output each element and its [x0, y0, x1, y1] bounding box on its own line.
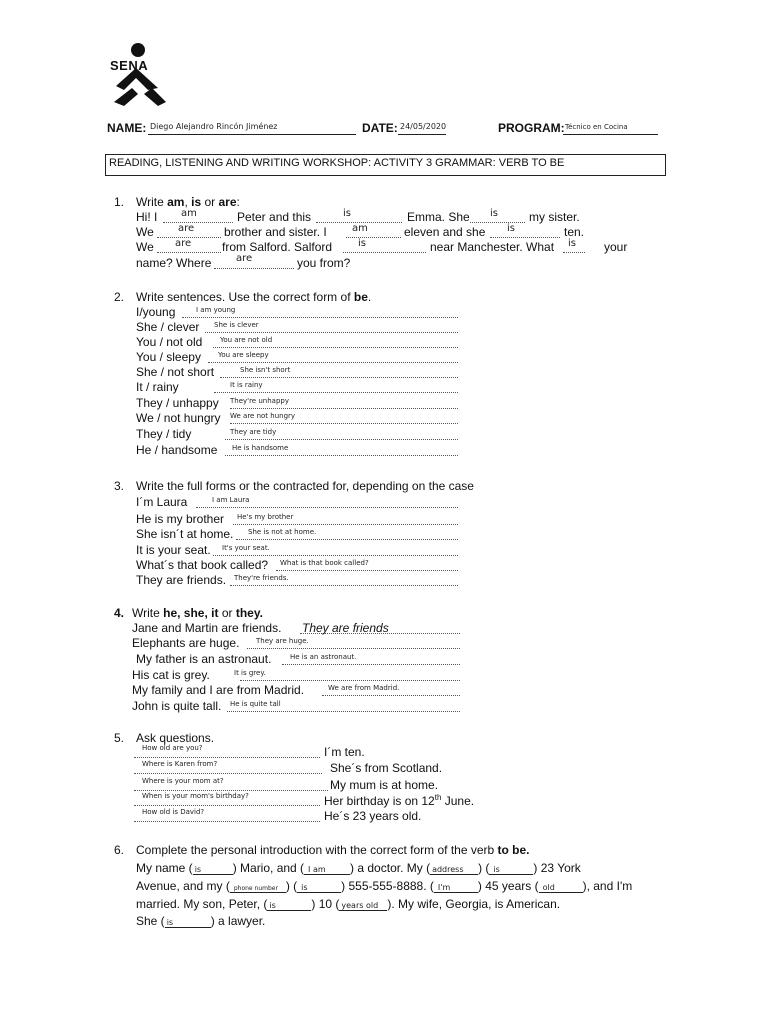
- ex1-text: your: [604, 240, 628, 254]
- ex2-prompt: We / not hungry: [136, 411, 221, 425]
- ex5-reply: He´s 23 years old.: [324, 809, 422, 823]
- ex6-answer[interactable]: is: [297, 883, 341, 893]
- ex1-number: 1.: [114, 195, 125, 209]
- ex2-prompt: She / not short: [136, 365, 215, 379]
- ex3-answer[interactable]: He's my brother: [237, 513, 294, 521]
- ex4-prompt: Jane and Martin are friends.: [132, 621, 282, 635]
- ex5-number: 5.: [114, 731, 125, 745]
- ex6-answer[interactable]: is: [165, 918, 211, 928]
- ex4-prompt: My family and I are from Madrid.: [132, 683, 305, 697]
- ex6-line-1: My name ( is ) Mario, and ( I am ) a doctor. My ( address ) ( is ) 23 York: [136, 861, 581, 875]
- ex2-answer[interactable]: We are not hungry: [230, 412, 296, 420]
- ex4-answer[interactable]: We are from Madrid.: [328, 684, 400, 692]
- ex5-answer[interactable]: When is your mom's birthday?: [142, 792, 249, 800]
- ex6-answer[interactable]: phone number: [230, 885, 286, 893]
- ex1-text: Peter and this: [237, 210, 312, 224]
- ex1-answer-5[interactable]: am: [352, 223, 368, 234]
- ex3-prompt: He is my brother: [136, 512, 225, 526]
- worksheet-title: READING, LISTENING AND WRITING WORKSHOP: ACTIVITY 3 GRAMMAR: VERB TO BE: [109, 157, 565, 169]
- ex6-answer[interactable]: is: [267, 901, 311, 911]
- ex1-answer-7[interactable]: are: [175, 238, 192, 249]
- ex1-answer-2[interactable]: is: [343, 208, 351, 219]
- ex3-prompt: What´s that book called?: [136, 558, 269, 572]
- ex1-answer-6[interactable]: is: [507, 223, 515, 234]
- ex3-prompt: They are friends.: [136, 573, 227, 587]
- ex4-answer[interactable]: He is quite tall: [230, 700, 281, 708]
- ex5-reply: I´m ten.: [324, 745, 365, 759]
- ex4-prompt: My father is an astronaut.: [136, 652, 272, 666]
- ex4-answer[interactable]: He is an astronaut.: [290, 653, 357, 661]
- ex4-prompt: Elephants are huge.: [132, 636, 240, 650]
- ex4-answer[interactable]: They are friends: [302, 621, 389, 635]
- ex5-answer[interactable]: Where is Karen from?: [142, 760, 218, 768]
- ex2-answer[interactable]: She isn't short: [240, 366, 291, 374]
- ex4-number: 4.: [114, 606, 125, 620]
- ex3-answer[interactable]: They're friends.: [234, 574, 289, 582]
- ex1-answer-3[interactable]: is: [490, 208, 498, 219]
- ex2-answer[interactable]: He is handsome: [232, 444, 289, 452]
- program-value[interactable]: Técnico en Cocina: [565, 123, 628, 131]
- ex1-answer-1[interactable]: am: [181, 208, 197, 219]
- ex2-answer[interactable]: They're unhappy: [230, 397, 289, 405]
- ex2-number: 2.: [114, 290, 125, 304]
- ex5-instruction: Ask questions.: [136, 731, 215, 745]
- ex1-text: ten.: [564, 225, 585, 239]
- ex6-answer[interactable]: address: [430, 865, 478, 875]
- ex5-reply: My mum is at home.: [330, 778, 439, 792]
- ex1-answer-10[interactable]: are: [236, 253, 253, 264]
- ex4-prompt: John is quite tall.: [132, 699, 222, 713]
- program-label: PROGRAM:: [498, 121, 565, 135]
- ex6-answer[interactable]: I am: [304, 865, 350, 875]
- ex1-text: near Manchester. What: [430, 240, 555, 254]
- ex1-text: you from?: [297, 256, 351, 270]
- ex3-answer[interactable]: I am Laura: [212, 496, 250, 504]
- ex2-prompt: He / handsome: [136, 443, 218, 457]
- ex1-text: We: [136, 240, 154, 254]
- ex2-prompt: It / rainy: [136, 380, 179, 394]
- ex3-prompt: She isn´t at home.: [136, 527, 234, 541]
- ex6-line-4: She ( is ) a lawyer.: [136, 914, 266, 928]
- ex3-prompt: I´m Laura: [136, 495, 188, 509]
- ex4-instruction: Write he, she, it or they.: [132, 606, 263, 620]
- ex1-answer-8[interactable]: is: [358, 238, 366, 249]
- ex2-instruction: Write sentences. Use the correct form of be.: [136, 290, 372, 304]
- ex6-line-2: Avenue, and my ( phone number ) ( is ) 555-555-8888. ( I'm ) 45 years ( old ), and I'm: [136, 879, 633, 893]
- ex5-reply: She´s from Scotland.: [330, 761, 443, 775]
- ex3-answer[interactable]: It's your seat.: [222, 544, 270, 552]
- ex3-answer[interactable]: What is that book called?: [280, 559, 369, 567]
- date-value[interactable]: 24/05/2020: [400, 122, 447, 131]
- ex6-answer[interactable]: is: [193, 865, 233, 875]
- ex6-instruction: Complete the personal introduction with the correct form of the verb to be.: [136, 843, 530, 857]
- ex2-prompt: I/young: [136, 305, 176, 319]
- ex2-prompt: They / unhappy: [136, 396, 219, 410]
- ex1-text: We: [136, 225, 154, 239]
- ex2-answer[interactable]: You are sleepy: [218, 351, 269, 359]
- ex6-answer[interactable]: is: [489, 865, 533, 875]
- ex1-text: my sister.: [529, 210, 580, 224]
- ex6-answer[interactable]: years old: [339, 901, 387, 911]
- ex2-prompt: They / tidy: [136, 427, 192, 441]
- ex3-answer[interactable]: She is not at home.: [248, 528, 317, 536]
- sena-logo-text: SENA: [110, 58, 149, 73]
- ex4-answer[interactable]: It is grey.: [234, 669, 266, 677]
- ex6-answer[interactable]: I'm: [434, 883, 478, 893]
- ex5-answer[interactable]: Where is your mom at?: [142, 777, 224, 785]
- ex1-answer-9[interactable]: is: [568, 238, 576, 249]
- ex1-text: brother and sister. I: [224, 225, 327, 239]
- ex1-text: eleven and she: [404, 225, 486, 239]
- name-label: NAME:: [107, 121, 147, 135]
- ex5-answer[interactable]: How old are you?: [142, 744, 203, 752]
- name-value[interactable]: Diego Alejandro Rincón Jiménez: [150, 122, 278, 131]
- ex1-text: Emma. She: [407, 210, 470, 224]
- ex4-answer[interactable]: They are huge.: [256, 637, 309, 645]
- ex1-answer-4[interactable]: are: [178, 223, 195, 234]
- ex4-prompt: His cat is grey.: [132, 668, 210, 682]
- ex3-number: 3.: [114, 479, 125, 493]
- ex1-text: from Salford. Salford: [222, 240, 333, 254]
- ex1-text: name? Where: [136, 256, 212, 270]
- ex2-answer[interactable]: It is rainy: [230, 381, 263, 389]
- ex1-instruction: Write am, is or are:: [136, 195, 240, 209]
- ex5-reply: Her birthday is on 12th June.: [324, 793, 475, 808]
- ex2-prompt: She / clever: [136, 320, 200, 334]
- ex5-answer[interactable]: How old is David?: [142, 808, 205, 816]
- ex2-answer[interactable]: She is clever: [214, 321, 259, 329]
- ex3-instruction: Write the full forms or the contracted for, depending on the case: [136, 479, 474, 493]
- date-label: DATE:: [362, 121, 398, 135]
- ex6-answer[interactable]: old: [539, 883, 583, 893]
- ex2-prompt: You / not old: [136, 335, 203, 349]
- sena-logo: [108, 42, 172, 112]
- ex2-answer[interactable]: You are not old: [220, 336, 273, 344]
- ex2-answer[interactable]: They are tidy: [230, 428, 277, 436]
- ex3-prompt: It is your seat.: [136, 543, 211, 557]
- ex6-number: 6.: [114, 843, 125, 857]
- ex1-text: Hi! I: [136, 210, 158, 224]
- ex6-line-3: married. My son, Peter, ( is ) 10 ( years old ). My wife, Georgia, is American.: [136, 897, 561, 911]
- sena-logo-icon: [108, 42, 172, 112]
- ex2-prompt: You / sleepy: [136, 350, 201, 364]
- ex2-answer[interactable]: I am young: [196, 306, 236, 314]
